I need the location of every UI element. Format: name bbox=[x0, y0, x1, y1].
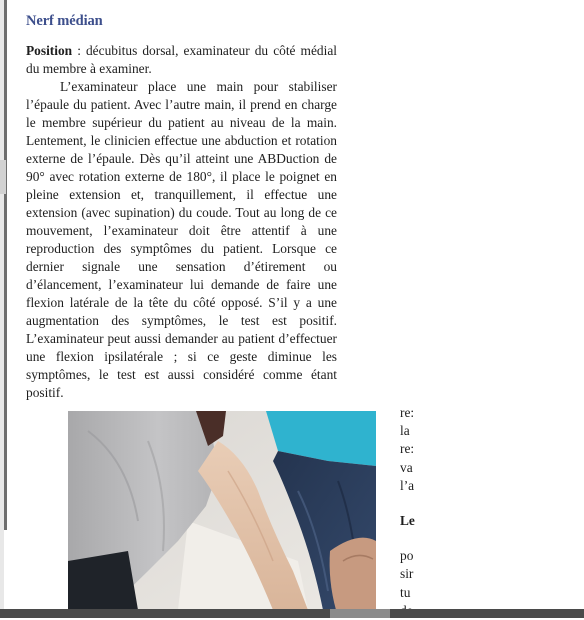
scrollbar-thumb[interactable] bbox=[330, 609, 390, 618]
clinical-photo bbox=[68, 411, 376, 610]
position-paragraph bbox=[26, 42, 337, 78]
section-title: Nerf médian bbox=[26, 13, 103, 29]
adjacent-page-column bbox=[400, 404, 430, 620]
adjacent-line: re: bbox=[400, 405, 415, 420]
adjacent-line: tu bbox=[400, 584, 411, 600]
procedure-paragraph: L’examinateur place une main pour stabiliser l’épaule du patient. Avec l’autre main, il prend en charge le membre supérieur du patient au niveau de la main. Lentement, le clinicien effectue une abduction et rotation externe de l’épaule. Dès qu’il atteint une ABDuction de 90° avec rotation externe de 180°, il place le poignet en pleine extension et, tranquillement, il effectue une extension (avec supination) du coude. Tout au long de ce mouvement, l’examinateur doit être attentif à une reproduction des symptômes du patient. Lorsque ce dernier signale une sensation d’étirement ou d’élancement, l’examinateur lui demande de faire une flexion latérale de la tête du côté opposé. S’il y a une augmentation des symptômes, le test est positif. L’examinateur peut aussi demander au patient d’effectuer une flexion ipsilatérale ; si ce geste diminue les symptômes, le test est aussi considéré comme étant positif. bbox=[26, 79, 337, 400]
adjacent-line: la bbox=[400, 423, 410, 439]
left-page-edge bbox=[4, 0, 7, 530]
page-scroll-marker[interactable] bbox=[0, 160, 6, 194]
spacer bbox=[400, 495, 430, 512]
adjacent-line: va bbox=[400, 459, 413, 475]
position-label: Position bbox=[26, 43, 73, 58]
adjacent-line: re: bbox=[400, 441, 415, 457]
position-text: : décubitus dorsal, examinateur du côté médial du membre à examiner. bbox=[26, 43, 337, 76]
adjacent-line: sir bbox=[400, 566, 414, 582]
adjacent-line: po bbox=[400, 548, 414, 564]
horizontal-scrollbar[interactable] bbox=[0, 609, 584, 618]
clinical-photo-illustration bbox=[68, 411, 376, 610]
adjacent-heading: Le bbox=[400, 513, 415, 529]
adjacent-line: l’a bbox=[400, 477, 415, 493]
spacer bbox=[400, 530, 430, 547]
document-page bbox=[26, 10, 337, 402]
